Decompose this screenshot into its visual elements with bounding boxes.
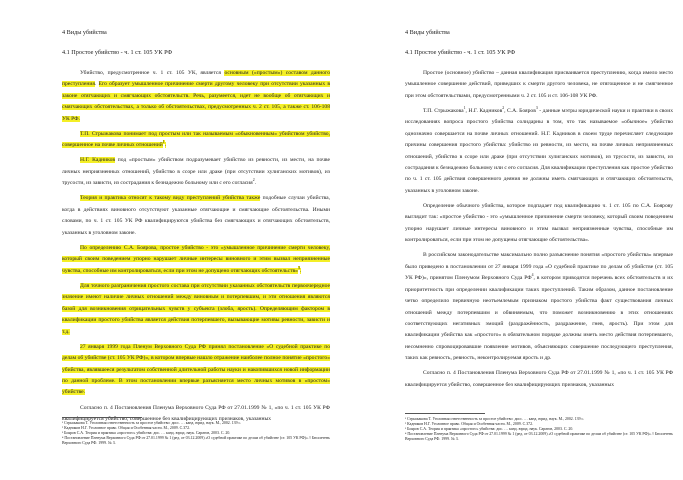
highlighted-text: Т.П. Стрыжакова понимает под простым или так называемым «обыкновенным» убийством убийство, совершенное на почве личных отношений: [62, 130, 330, 149]
highlighted-text: Для точного разграничения простого состава при отсутствии указанных обстоятельств первоочередное значение имеют наличие личных отношений между виновным и потерпевшим, и эти отношения являются базой для возникновения отрицательных чувств у субъекта (злоба, ярость). Определяющим фактором в квалификации простого убийства является действия потерпевшего, вызывающие мотивы ревности, зависти и т.д.: [62, 282, 330, 335]
right-page: [349, 0, 679, 480]
text-run: .: [254, 180, 257, 187]
body-paragraph: [62, 129, 330, 152]
footnote-marker: 2: [502, 106, 505, 111]
footnote: ¹ Стрыжакова Т. Уголовная ответственность за простое убийство: дисс. … канд. юрид. наук. М., 2002. 139 с.: [405, 417, 585, 421]
footnote: ⁴ Постановление Пленума Верховного Суда РФ от 27.01.1999 № 1 (ред. от 03.12.2009) «О судебной практике по делам об убийстве (ст. 105 УК РФ)» // Бюллетень Верховного Суда РФ. 1999. № 3.: [62, 436, 330, 446]
footnote: ² Кадников Н.Г. Уголовное право. Общая и Особенная части. М., 2009. С.372.: [405, 422, 534, 427]
left-body-text: [62, 68, 330, 429]
body-paragraph: [62, 342, 330, 399]
text-run: подобные случаи убийства, когда в действиях виновного отсутствуют указанные отягчающие и смягчающие обстоятельства. Иными словами, по ч. 1 ст. 105 УК РФ квалифицируются убийства без смягчающих и отягчающих обстоятельств, указанных в уголовном законе.: [62, 195, 330, 236]
highlighted-text: Теория и практика относят к такому виду преступлений убийства также: [80, 195, 261, 202]
text-run: - данные мэтры юридической науки и практики в своих исследованиях вопроса простого убийства солидарны в том, что так называемое «обычное» убийство однозначно совершается на почве личных отношений. Н.Г. Кадников в своем труде перечисляет следующие причины совершения простого убийства: убийство из ревности, из мести, на почве личных неприязненных отношений, убийство в ссоре или драке (при отсутствии хулиганских мотивов), из трусости, из зависти, из сострадания к безнадежно больному или с его согласия. Для квалификации преступления как простое убийство по ч. 1 ст. 105 действия совершенного деяния не должны иметь смягчающих и отягчающих обстоятельств, указанных в уголовном законе.: [405, 108, 673, 194]
text-run: В российском законодательстве максимально полно разъяснение понятия «простого убийства» впервые было приведено в постановлении от 27 января 1999 года «О судебной практике по делам об убийстве (ст. 105 УК РФ)», принятом Пленумом Верховного Суда РФ: [405, 252, 673, 282]
text-run: .: [94, 81, 99, 88]
body-paragraph: [405, 106, 673, 197]
body-paragraph: [405, 250, 673, 364]
body-paragraph: [62, 281, 330, 338]
text-run: Определение обычного убийства, которое подпадает под квалификацию ч. 1 ст. 105 по С.А. Боярову выглядит так: «простое убийство - это «умышленное причинение смерти человеку, который своим поведением упорно нарушает личные интересы виновного и этим вызвал неприязненные чувства, способные им контролироваться, если при этом не допущены отягчающие обстоятельства».: [405, 203, 673, 244]
body-paragraph: [405, 368, 673, 391]
footnote-separator: [62, 417, 142, 418]
highlighted-text: Н.Г. Кадников: [80, 157, 116, 164]
left-footnotes: [62, 421, 330, 446]
body-paragraph: [62, 155, 330, 189]
highlighted-text: основным («простым») составом данного преступления: [62, 70, 330, 88]
footnote: ³ Бояров С.А. Теория и практика «простого» убийства: дис. … канд. юрид. наук. Саратов, 2003. С. 20.: [62, 431, 231, 436]
text-run: Простое (основное) убийство – данная квалификация присваивается преступлению, когда имело место умышленное совершение действий, приведших к смерти другого человека, не отягощенное и не смягченное при этом обстоятельствами, предусмотренными ч. 2 ст. 105 и ст. 106-108 УК РФ.: [405, 70, 673, 99]
footnote-marker: 2: [252, 178, 255, 183]
highlighted-text: По определению С.А. Боярова, простое убийство - это «умышленное причинение смерти человеку, который своим поведением упорно нарушает личные интересы виновного и этим вызвал неприязненные чувства, способные им контролироваться, если при этом не допущено отягчающих обстоятельств»: [62, 244, 330, 274]
body-paragraph: [405, 201, 673, 247]
highlighted-text: Его образует умышленное причинение смерти другому человеку при отсутствии указанных в законе отягчающих и смягчающих обстоятельств. Речь, разумеется, идет не вообще об отягчающих и смягчающих обстоятельствах, а только об обстоятельствах, предусмотренных ч. 2 ст. 105, а также ст. 106-108 УК РФ.: [62, 81, 330, 122]
left-page: [6, 0, 336, 480]
text-run: , Н.Г. Кадников: [465, 108, 503, 115]
subsection-heading: 4.1 Простое убийство - ч. 1 ст. 105 УК РФ: [62, 49, 173, 56]
footnote-marker: 1: [162, 140, 165, 145]
section-heading: 4 Виды убийства: [405, 29, 450, 36]
right-body-text: [405, 68, 673, 395]
footnote: ³ Бояров С.А. Теория и практика «простого» убийства: дис. … канд. юрид. наук. Саратов, 2003. С. 20.: [405, 427, 574, 432]
footnote-marker: 3: [535, 106, 538, 111]
text-run: Т.П. Стрыжакова: [423, 108, 464, 115]
footnote: ¹ Стрыжакова Т. Уголовная ответственность за простое убийство: дисс. … канд. юрид. наук. М., 2002. 139 с.: [62, 421, 242, 425]
highlighted-text: 27 января 1999 года Пленум Верховного Суда РФ принял постановление «О судебной практике по делам об убийстве (ст. 105 УК РФ)», в котором впервые нашло отражение наиболее полное понятие «простого» убийства, являвшееся результатом собственной длительной работы науки и накопившихся новой информации по данной проблеме. В этом постановлении впервые разъясняется место личных мотивов в «простом» убийстве.: [62, 343, 330, 396]
text-run: Убийство, предусмотренное ч. 1 ст. 105 УК, является: [80, 70, 225, 76]
text-run: под «простым» убийством подразумевает убийство из ревности, из мести, на почве личных неприязненных отношений, убийство в ссоре или драке (при отсутствии хулиганских мотивов), из трусости, из зависти, из сострадания к безнадежно больному или с его согласия: [62, 157, 330, 187]
subsection-heading: 4.1 Простое убийство - ч. 1 ст. 105 УК РФ: [405, 49, 516, 56]
footnote-separator: [405, 413, 485, 414]
footnote: ² Кадников Н.Г. Уголовное право. Общая и Особенная части. М., 2009. С.372.: [62, 426, 191, 431]
footnote-marker: 4: [531, 273, 534, 278]
footnote-marker: 1: [463, 106, 466, 111]
body-paragraph: [62, 243, 330, 277]
text-run: Согласно п. 4 Постановления Пленума Верховного Суда РФ от 27.01.1999 № 1, «по ч. 1 ст. 105 УК РФ квалифицируется убийство, совершенное без квалифицирующих признаков, указанных: [405, 370, 673, 388]
body-paragraph: [62, 193, 330, 239]
text-run: Согласно п. 4 Постановления Пленума Верховного Суда РФ от 27.01.1999 № 1, «по ч. 1 ст. 105 УК РФ квалифицируется убийство, совершенное без квалифицирующих признаков, указанных: [62, 404, 330, 422]
highlighted-text: .: [164, 142, 167, 149]
section-heading: 4 Виды убийства: [62, 29, 107, 36]
footnote: ⁴ Постановление Пленума Верховного Суда РФ от 27.01.1999 № 1 (ред. от 03.12.2009) «О судебной практике по делам об убийстве (ст. 105 УК РФ)» // Бюллетень Верховного Суда РФ. 1999. № 3.: [405, 432, 673, 442]
text-run: , в котором приводятся перечень всех обстоятельств и их приоритетность при определении квалификации таких преступлений. Таким образом, данное постановление четко определило первичную неотъемлемым признаком простого убийства факт существования личных отношений между потерпевшим и обвиняемым, что поможет возникновению в этих отношениях соответствующих негативных эмоций (раздражённость, раздражение, гнев, ярость). При этом для квалификации убийства как «простого» в обязательном порядке должны иметь место действия потерпевшего, несомненно спровоцировавшие появление мотивов, объясняющих совершение последующего преступления, таких как ревность, ревность, неконтролируемая ярость и др.: [405, 275, 673, 362]
text-run: , С.А. Бояров: [504, 108, 536, 115]
footnote-marker: 3: [297, 265, 300, 270]
right-footnotes: [405, 417, 673, 442]
highlighted-text: .: [299, 267, 302, 274]
body-paragraph: [62, 68, 330, 125]
body-paragraph: [405, 68, 673, 102]
